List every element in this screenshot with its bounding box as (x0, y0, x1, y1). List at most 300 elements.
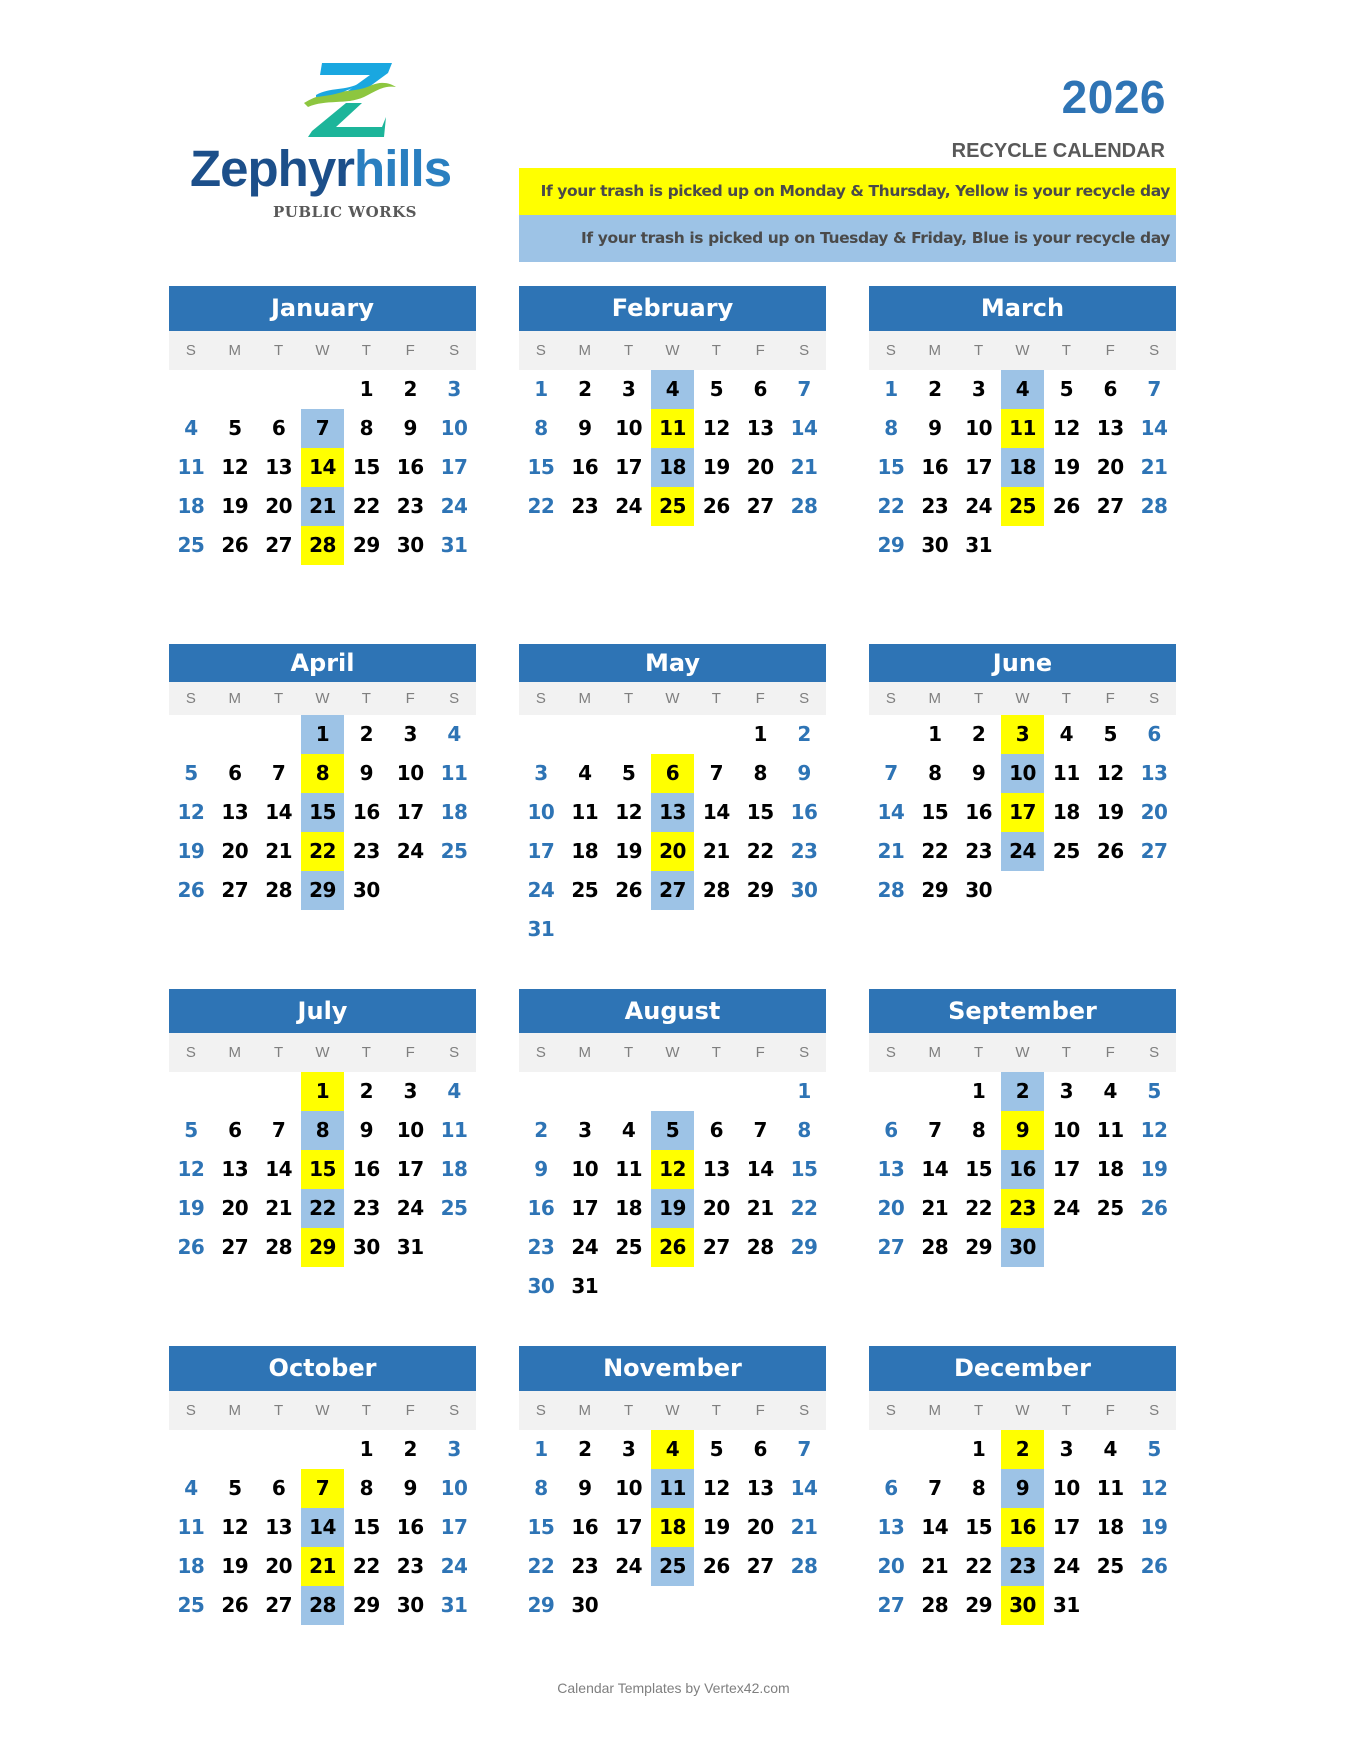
weekday-label: F (405, 690, 415, 707)
weekday-label: S (885, 1402, 896, 1419)
date-cell: 2 (971, 722, 986, 746)
recycle-day-blue: 2 (1001, 1072, 1045, 1111)
date-cell: 31 (440, 1593, 468, 1617)
date-cell: 19 (1140, 1515, 1168, 1539)
date-cell: 2 (403, 377, 417, 401)
weekday-label: M (928, 1044, 942, 1061)
date-cell: 8 (797, 1118, 811, 1142)
date-cell: 1 (971, 1437, 986, 1461)
weekday-label: F (755, 1402, 765, 1419)
date-cell: 4 (621, 1118, 636, 1142)
recycle-day-blue: 8 (301, 1111, 345, 1150)
date-cell: 4 (184, 1476, 198, 1500)
date-cell: 20 (221, 1196, 249, 1220)
date-cell: 5 (1059, 377, 1074, 401)
empty-cell (563, 1072, 607, 1111)
weekday-label: F (405, 342, 415, 359)
date-cell: 3 (1059, 1079, 1074, 1103)
date-cell: 20 (746, 455, 774, 479)
date-cell: 12 (702, 1476, 730, 1500)
recycle-day-yellow: 30 (1001, 1586, 1045, 1625)
date-cell: 30 (790, 878, 818, 902)
weekday-label: T (711, 1044, 721, 1061)
date-cell: 1 (884, 377, 898, 401)
date-cell: 5 (709, 1437, 724, 1461)
date-cell: 19 (221, 1554, 249, 1578)
date-cell: 18 (1052, 800, 1080, 824)
empty-cell (651, 715, 695, 754)
date-cell: 29 (352, 533, 380, 557)
empty-cell (651, 1072, 695, 1111)
date-cell: 9 (578, 1476, 592, 1500)
date-cell: 3 (1059, 1437, 1074, 1461)
recycle-day-blue: 13 (651, 793, 695, 832)
date-cell: 16 (571, 1515, 599, 1539)
weekday-label: F (1105, 1044, 1115, 1061)
date-cell: 28 (702, 878, 730, 902)
weekday-label: W (315, 1044, 330, 1061)
date-cell: 17 (396, 800, 424, 824)
weekday-label: S (885, 690, 896, 707)
empty-cell (694, 1072, 738, 1111)
zephyrhills-z-wave-logo-icon (300, 61, 396, 139)
recycle-day-blue: 4 (651, 370, 695, 409)
date-cell: 17 (965, 455, 993, 479)
month-april (169, 644, 476, 910)
weekday-label: W (1015, 1044, 1030, 1061)
date-cell: 25 (177, 533, 205, 557)
recycle-day-yellow: 18 (651, 1508, 695, 1547)
empty-cell (738, 1072, 782, 1111)
date-grid (519, 1430, 826, 1625)
date-cell: 26 (177, 878, 205, 902)
empty-cell (913, 1430, 957, 1469)
date-cell: 24 (615, 1554, 643, 1578)
recycle-day-blue: 25 (651, 1547, 695, 1586)
weekday-label: S (185, 342, 196, 359)
date-cell: 24 (1052, 1196, 1080, 1220)
date-cell: 25 (1096, 1196, 1124, 1220)
recycle-day-yellow: 8 (301, 754, 345, 793)
date-cell: 16 (527, 1196, 555, 1220)
empty-cell (519, 715, 563, 754)
month-october (169, 1346, 476, 1625)
recycle-day-yellow: 23 (1001, 1189, 1045, 1228)
date-cell: 18 (177, 1554, 205, 1578)
date-cell: 13 (1096, 416, 1124, 440)
date-cell: 21 (702, 839, 730, 863)
date-cell: 14 (790, 416, 818, 440)
recycle-day-blue: 18 (651, 448, 695, 487)
month-may (519, 644, 826, 949)
date-cell: 18 (571, 839, 599, 863)
weekday-label: S (1149, 1044, 1160, 1061)
recycle-day-blue: 5 (651, 1111, 695, 1150)
weekday-label: F (405, 1044, 415, 1061)
date-cell: 24 (440, 1554, 468, 1578)
weekday-label: T (361, 342, 371, 359)
empty-cell (694, 715, 738, 754)
date-cell: 31 (527, 917, 555, 941)
recycle-day-blue: 14 (301, 1508, 345, 1547)
date-cell: 8 (534, 416, 548, 440)
date-cell: 26 (1096, 839, 1124, 863)
weekday-label: S (449, 1044, 460, 1061)
footer-credit: Calendar Templates by Vertex42.com (557, 1680, 790, 1696)
date-cell: 20 (702, 1196, 730, 1220)
date-cell: 18 (177, 494, 205, 518)
date-cell: 24 (615, 494, 643, 518)
date-cell: 21 (921, 1196, 949, 1220)
date-cell: 4 (184, 416, 198, 440)
weekday-label: S (535, 342, 546, 359)
date-cell: 26 (1140, 1554, 1168, 1578)
recycle-day-blue: 27 (651, 871, 695, 910)
date-cell: 1 (359, 377, 374, 401)
weekday-header-row (519, 331, 826, 370)
date-cell: 19 (1096, 800, 1124, 824)
date-cell: 11 (177, 455, 205, 479)
weekday-label: S (799, 690, 810, 707)
recycle-day-yellow: 2 (1001, 1430, 1045, 1469)
date-cell: 21 (877, 839, 905, 863)
empty-cell (257, 1430, 301, 1469)
date-cell: 26 (177, 1235, 205, 1259)
date-cell: 24 (1052, 1554, 1080, 1578)
date-cell: 24 (965, 494, 993, 518)
date-cell: 5 (184, 761, 198, 785)
date-cell: 20 (265, 494, 293, 518)
recycle-day-yellow: 26 (651, 1228, 695, 1267)
date-cell: 12 (177, 1157, 205, 1181)
date-cell: 16 (352, 800, 380, 824)
weekday-label: W (665, 1402, 680, 1419)
date-cell: 20 (877, 1554, 905, 1578)
date-cell: 9 (578, 416, 592, 440)
date-cell: 27 (221, 878, 249, 902)
date-cell: 8 (971, 1118, 986, 1142)
date-grid (519, 1072, 826, 1306)
weekday-label: F (1105, 342, 1115, 359)
weekday-label: W (315, 690, 330, 707)
date-cell: 19 (1052, 455, 1080, 479)
weekday-label: S (1149, 690, 1160, 707)
date-cell: 21 (746, 1196, 774, 1220)
recycle-day-blue: 30 (1001, 1228, 1045, 1267)
weekday-label: T (974, 1044, 984, 1061)
date-cell: 11 (1096, 1476, 1124, 1500)
weekday-label: T (1061, 342, 1071, 359)
empty-cell (607, 1072, 651, 1111)
date-cell: 8 (359, 1476, 374, 1500)
weekday-label: T (274, 690, 284, 707)
date-cell: 28 (1140, 494, 1168, 518)
weekday-label: F (755, 342, 765, 359)
weekday-label: M (578, 342, 592, 359)
recycle-day-yellow: 22 (301, 832, 345, 871)
date-cell: 15 (965, 1515, 993, 1539)
date-cell: 12 (177, 800, 205, 824)
date-cell: 16 (352, 1157, 380, 1181)
weekday-label: T (624, 690, 634, 707)
month-november (519, 1346, 826, 1625)
date-cell: 31 (396, 1235, 424, 1259)
date-cell: 10 (615, 416, 643, 440)
empty-cell (563, 715, 607, 754)
month-february (519, 286, 826, 526)
weekday-label: T (711, 342, 721, 359)
date-cell: 9 (403, 1476, 417, 1500)
weekday-label: W (665, 342, 680, 359)
recycle-day-yellow: 11 (651, 409, 695, 448)
weekday-header-row (169, 682, 476, 715)
date-cell: 3 (403, 722, 417, 746)
date-cell: 4 (447, 1079, 461, 1103)
date-cell: 6 (884, 1476, 898, 1500)
date-cell: 26 (1052, 494, 1080, 518)
date-cell: 12 (1052, 416, 1080, 440)
date-cell: 2 (797, 722, 811, 746)
date-cell: 1 (797, 1079, 811, 1103)
date-cell: 13 (702, 1157, 730, 1181)
date-cell: 30 (965, 878, 993, 902)
date-cell: 14 (702, 800, 730, 824)
date-cell: 10 (440, 416, 468, 440)
date-cell: 29 (877, 533, 905, 557)
empty-cell (213, 1072, 257, 1111)
date-cell: 26 (702, 1554, 730, 1578)
date-cell: 11 (440, 1118, 468, 1142)
date-cell: 18 (615, 1196, 643, 1220)
date-cell: 9 (928, 416, 942, 440)
date-cell: 7 (884, 761, 898, 785)
date-grid (869, 370, 1176, 565)
date-cell: 11 (440, 761, 468, 785)
date-cell: 14 (265, 1157, 293, 1181)
recycle-day-yellow: 4 (651, 1430, 695, 1469)
date-cell: 5 (1147, 1079, 1161, 1103)
date-cell: 9 (403, 416, 417, 440)
weekday-header-row (519, 682, 826, 715)
weekday-label: T (711, 1402, 721, 1419)
date-cell: 6 (884, 1118, 898, 1142)
empty-cell (213, 370, 257, 409)
date-cell: 31 (965, 533, 993, 557)
weekday-label: T (974, 1402, 984, 1419)
date-cell: 14 (921, 1157, 949, 1181)
date-grid (169, 1072, 476, 1267)
weekday-label: S (449, 690, 460, 707)
empty-cell (213, 715, 257, 754)
date-cell: 26 (1140, 1196, 1168, 1220)
date-cell: 15 (527, 1515, 555, 1539)
date-cell: 6 (271, 416, 286, 440)
weekday-label: M (228, 1402, 242, 1419)
date-cell: 28 (790, 1554, 818, 1578)
date-grid (869, 715, 1176, 910)
date-cell: 16 (396, 455, 424, 479)
date-cell: 30 (396, 533, 424, 557)
date-cell: 25 (440, 1196, 468, 1220)
date-cell: 1 (534, 1437, 548, 1461)
weekday-label: M (928, 342, 942, 359)
date-cell: 24 (440, 494, 468, 518)
weekday-label: W (665, 1044, 680, 1061)
date-cell: 27 (1096, 494, 1124, 518)
logo-subtitle: PUBLIC WORKS (272, 203, 417, 221)
date-cell: 4 (447, 722, 461, 746)
month-december (869, 1346, 1176, 1625)
weekday-label: F (755, 690, 765, 707)
weekday-header-row (869, 1033, 1176, 1072)
recycle-day-blue: 1 (301, 715, 345, 754)
calendar-year: 2026 (1061, 71, 1166, 123)
date-cell: 12 (221, 1515, 249, 1539)
date-cell: 15 (746, 800, 774, 824)
date-cell: 29 (527, 1593, 555, 1617)
date-cell: 27 (746, 1554, 774, 1578)
empty-cell (257, 1072, 301, 1111)
weekday-label: T (361, 1044, 371, 1061)
recycle-day-yellow: 25 (1001, 487, 1045, 526)
date-cell: 7 (709, 761, 724, 785)
date-cell: 23 (571, 1554, 599, 1578)
date-cell: 11 (1096, 1118, 1124, 1142)
weekday-label: S (449, 342, 460, 359)
weekday-label: M (228, 342, 242, 359)
weekday-label: W (1015, 342, 1030, 359)
date-cell: 14 (1140, 416, 1168, 440)
recycle-day-blue: 15 (301, 793, 345, 832)
date-cell: 11 (177, 1515, 205, 1539)
date-grid (869, 1072, 1176, 1267)
date-cell: 2 (359, 1079, 374, 1103)
month-title: March (869, 286, 1176, 331)
weekday-header-row (169, 1391, 476, 1430)
month-title: January (169, 286, 476, 331)
date-cell: 25 (1052, 839, 1080, 863)
date-cell: 24 (527, 878, 555, 902)
date-cell: 22 (352, 1554, 380, 1578)
date-cell: 12 (1096, 761, 1124, 785)
date-cell: 17 (440, 1515, 468, 1539)
date-cell: 19 (702, 1515, 730, 1539)
recycle-day-yellow: 28 (301, 526, 345, 565)
date-cell: 7 (271, 1118, 286, 1142)
weekday-label: F (1105, 690, 1115, 707)
weekday-label: T (274, 1044, 284, 1061)
date-grid (169, 370, 476, 565)
zephyrhills-public-works-logo (180, 55, 500, 235)
month-january (169, 286, 476, 565)
date-cell: 22 (965, 1196, 993, 1220)
weekday-label: F (405, 1402, 415, 1419)
date-cell: 31 (1052, 1593, 1080, 1617)
weekday-label: T (274, 342, 284, 359)
recycle-day-yellow: 29 (301, 1228, 345, 1267)
date-cell: 6 (709, 1118, 724, 1142)
weekday-label: M (928, 690, 942, 707)
empty-cell (213, 1430, 257, 1469)
date-cell: 27 (877, 1235, 905, 1259)
date-cell: 10 (965, 416, 993, 440)
weekday-label: M (578, 690, 592, 707)
date-cell: 27 (265, 1593, 293, 1617)
recycle-day-yellow: 21 (301, 1547, 345, 1586)
date-cell: 2 (578, 377, 592, 401)
weekday-header-row (869, 1391, 1176, 1430)
date-cell: 29 (746, 878, 774, 902)
date-cell: 30 (571, 1593, 599, 1617)
month-june (869, 644, 1176, 910)
recycle-day-blue: 29 (301, 871, 345, 910)
recycle-day-blue: 19 (651, 1189, 695, 1228)
month-title: July (169, 989, 476, 1033)
weekday-header-row (169, 1033, 476, 1072)
weekday-header-row (519, 1033, 826, 1072)
recycle-day-blue: 22 (301, 1189, 345, 1228)
recycle-day-blue: 9 (1001, 1469, 1045, 1508)
date-cell: 12 (615, 800, 643, 824)
date-cell: 25 (1096, 1554, 1124, 1578)
recycle-day-yellow: 6 (651, 754, 695, 793)
date-cell: 10 (440, 1476, 468, 1500)
month-title: February (519, 286, 826, 331)
date-cell: 20 (265, 1554, 293, 1578)
recycle-day-yellow: 20 (651, 832, 695, 871)
date-cell: 16 (921, 455, 949, 479)
weekday-label: T (624, 1044, 634, 1061)
date-cell: 23 (527, 1235, 555, 1259)
month-august (519, 989, 826, 1306)
empty-cell (301, 1430, 345, 1469)
date-cell: 4 (1103, 1079, 1117, 1103)
weekday-label: S (449, 1402, 460, 1419)
date-cell: 17 (571, 1196, 599, 1220)
date-cell: 5 (709, 377, 724, 401)
date-cell: 8 (971, 1476, 986, 1500)
date-cell: 10 (1052, 1476, 1080, 1500)
date-cell: 17 (527, 839, 555, 863)
date-cell: 6 (1103, 377, 1117, 401)
date-cell: 30 (396, 1593, 424, 1617)
month-title: May (519, 644, 826, 682)
date-cell: 27 (702, 1235, 730, 1259)
weekday-header-row (519, 1391, 826, 1430)
date-cell: 9 (971, 761, 986, 785)
date-cell: 6 (753, 1437, 767, 1461)
date-grid (169, 1430, 476, 1625)
month-title: October (169, 1346, 476, 1391)
weekday-label: S (535, 690, 546, 707)
empty-cell (169, 1430, 213, 1469)
date-cell: 13 (221, 800, 249, 824)
date-cell: 13 (1140, 761, 1168, 785)
date-cell: 17 (440, 455, 468, 479)
date-cell: 13 (221, 1157, 249, 1181)
date-cell: 8 (534, 1476, 548, 1500)
weekday-label: F (1105, 1402, 1115, 1419)
date-cell: 26 (702, 494, 730, 518)
recycle-day-blue: 16 (1001, 1150, 1045, 1189)
date-cell: 1 (928, 722, 942, 746)
month-title: June (869, 644, 1176, 682)
recycle-day-yellow: 14 (301, 448, 345, 487)
date-cell: 29 (965, 1235, 993, 1259)
date-cell: 8 (884, 416, 898, 440)
weekday-label: T (974, 690, 984, 707)
date-cell: 16 (965, 800, 993, 824)
